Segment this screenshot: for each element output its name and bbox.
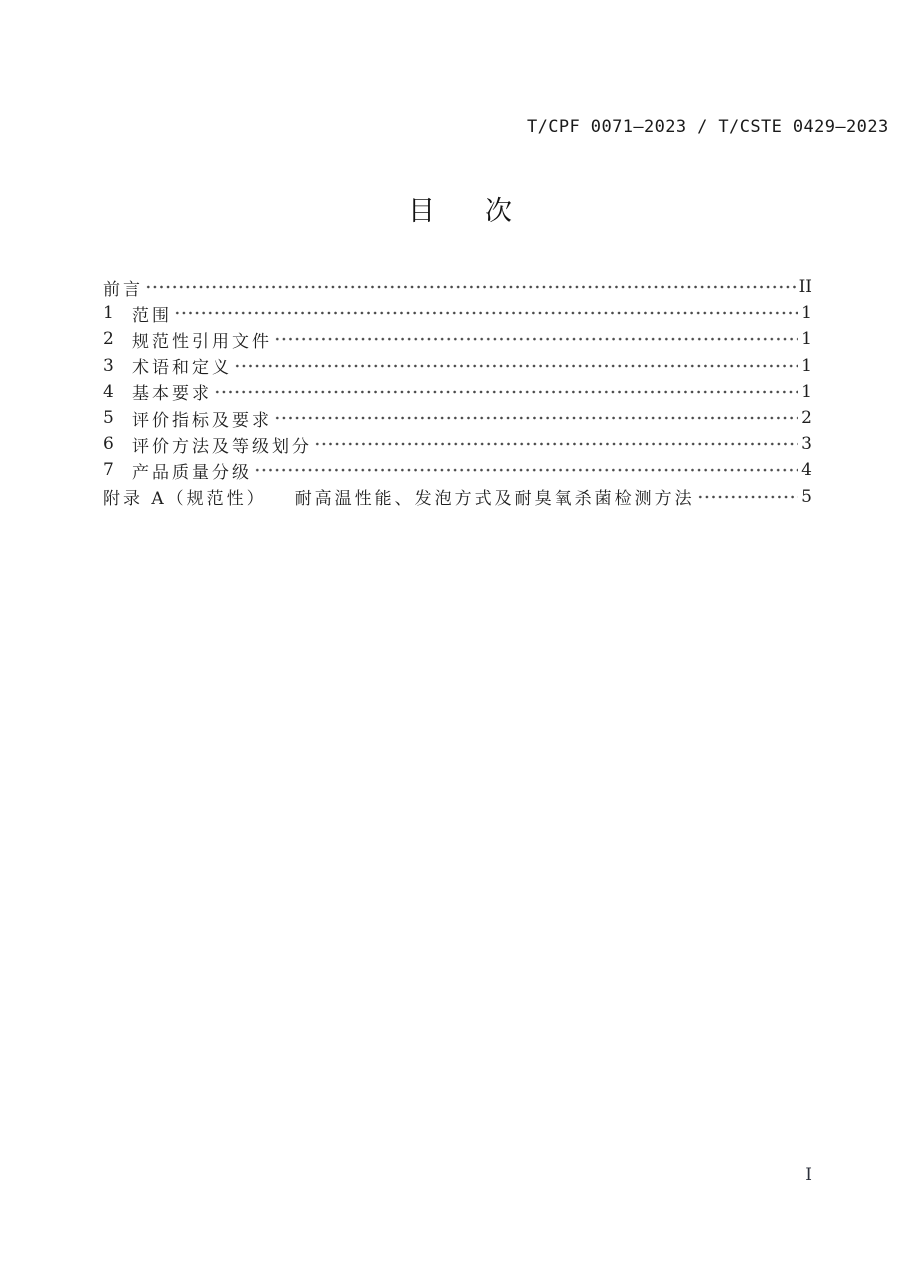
dot-leader <box>314 431 798 457</box>
page-title-char-1: 目 <box>408 196 435 227</box>
toc-entry-label: 前言 <box>103 279 143 300</box>
dot-leader <box>174 300 798 326</box>
footer-page-number: I <box>805 1165 812 1185</box>
toc-row <box>103 379 812 405</box>
toc-entry-label: 术语和定义 <box>132 358 232 379</box>
dot-leader <box>274 326 798 352</box>
toc-entry-subtitle: 耐高温性能、发泡方式及耐臭氧杀菌检测方法 <box>294 489 695 510</box>
toc-row <box>103 405 812 431</box>
toc-row <box>103 431 812 457</box>
toc-row <box>103 484 812 510</box>
dot-leader <box>145 274 796 300</box>
page-title-char-2: 次 <box>485 196 512 227</box>
toc-row <box>103 326 812 352</box>
toc-row <box>103 300 812 326</box>
standard-number-header: T/CPF 0071—2023 / T/CSTE 0429—2023 <box>527 117 889 137</box>
toc-entry-number: 6 <box>103 434 114 455</box>
toc-row <box>103 274 812 300</box>
toc-entry-page: 5 <box>801 486 812 507</box>
toc-row <box>103 353 812 379</box>
toc-list <box>103 274 812 510</box>
toc-row <box>103 457 812 483</box>
toc-entry-label: 附录 A（规范性） <box>103 489 267 510</box>
toc-entry-label: 规范性引用文件 <box>132 331 272 352</box>
toc-entry-number: 4 <box>103 381 114 402</box>
toc-entry-number: 1 <box>103 303 114 324</box>
toc-entry-page: 2 <box>801 408 812 429</box>
toc-entry-page: 1 <box>801 303 812 324</box>
dot-leader <box>274 405 798 431</box>
toc-entry-number: 5 <box>103 408 114 429</box>
toc-entry-number: 3 <box>103 355 114 376</box>
toc-entry-label: 产品质量分级 <box>132 462 252 483</box>
toc-entry-page: 1 <box>801 329 812 350</box>
toc-entry-number: 7 <box>103 460 114 481</box>
toc-entry-page: 4 <box>801 460 812 481</box>
dot-leader <box>254 457 798 483</box>
toc-entry-page: 1 <box>801 355 812 376</box>
dot-leader <box>697 484 798 510</box>
page-title <box>10 196 900 228</box>
dot-leader <box>234 353 798 379</box>
toc-entry-page: II <box>798 277 812 298</box>
toc-entry-page: 1 <box>801 381 812 402</box>
toc-entry-label: 评价方法及等级划分 <box>132 436 312 457</box>
toc-entry-page: 3 <box>801 434 812 455</box>
toc-entry-label: 基本要求 <box>132 384 212 405</box>
dot-leader <box>214 379 798 405</box>
toc-entry-number: 2 <box>103 329 114 350</box>
toc-entry-label: 范围 <box>132 305 172 326</box>
toc-entry-label: 评价指标及要求 <box>132 410 272 431</box>
